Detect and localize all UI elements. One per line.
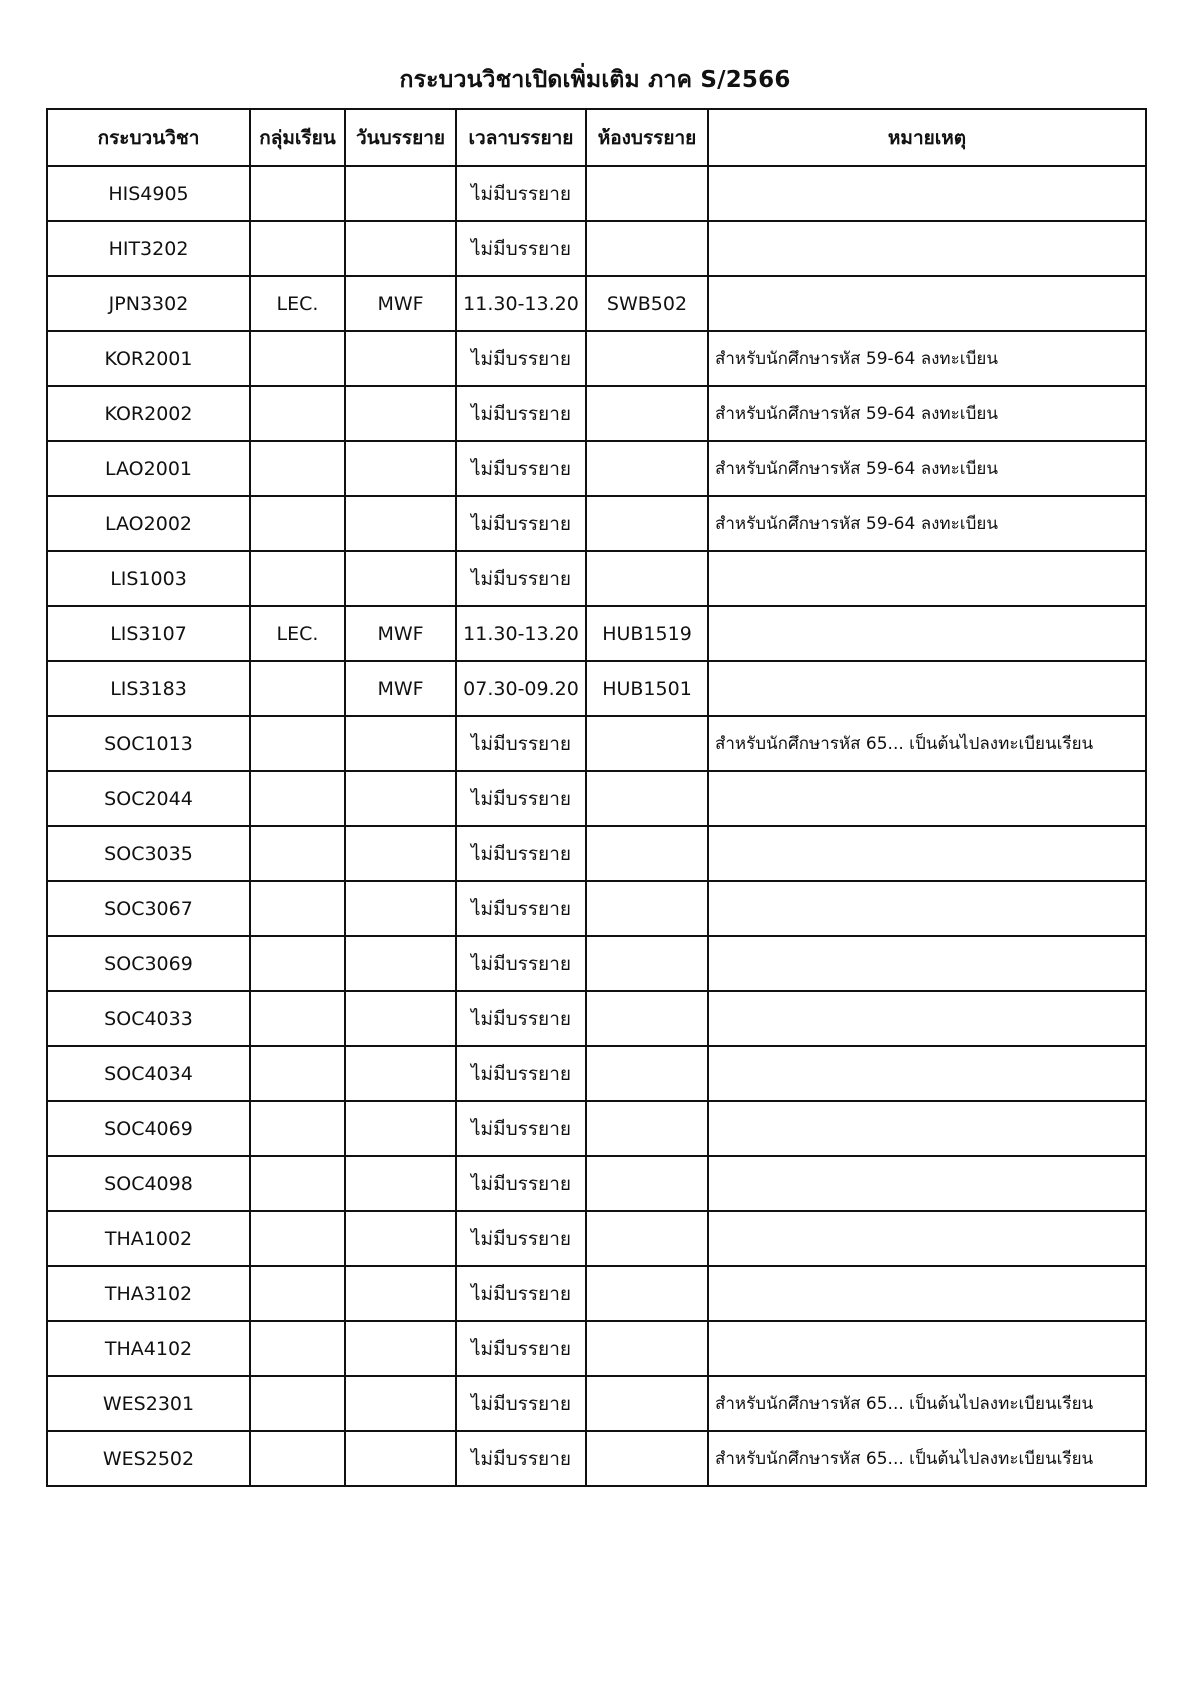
- cell-time: ไม่มีบรรยาย: [456, 386, 586, 441]
- cell-course: THA3102: [47, 1266, 250, 1321]
- cell-day: MWF: [345, 661, 456, 716]
- course-schedule-table: [46, 108, 1147, 1487]
- cell-course: KOR2002: [47, 386, 250, 441]
- cell-room: [586, 1266, 708, 1321]
- cell-note: [708, 221, 1146, 276]
- cell-group: [250, 826, 345, 881]
- cell-day: [345, 386, 456, 441]
- table-row: [47, 276, 1146, 331]
- cell-time: ไม่มีบรรยาย: [456, 771, 586, 826]
- cell-day: [345, 166, 456, 221]
- cell-time: ไม่มีบรรยาย: [456, 1156, 586, 1211]
- cell-group: [250, 1046, 345, 1101]
- cell-time: 07.30-09.20: [456, 661, 586, 716]
- cell-room: [586, 1376, 708, 1431]
- cell-time: ไม่มีบรรยาย: [456, 331, 586, 386]
- table-row: [47, 826, 1146, 881]
- table-row: [47, 386, 1146, 441]
- cell-group: [250, 1266, 345, 1321]
- header-note: หมายเหตุ: [708, 109, 1146, 166]
- header-group: กลุ่มเรียน: [250, 109, 345, 166]
- cell-course: LAO2002: [47, 496, 250, 551]
- cell-group: [250, 441, 345, 496]
- table-row: [47, 1156, 1146, 1211]
- table-row: [47, 331, 1146, 386]
- cell-note: สำหรับนักศึกษารหัส 59-64 ลงทะเบียน: [708, 386, 1146, 441]
- cell-note: สำหรับนักศึกษารหัส 59-64 ลงทะเบียน: [708, 331, 1146, 386]
- cell-group: [250, 1101, 345, 1156]
- cell-group: LEC.: [250, 276, 345, 331]
- cell-course: JPN3302: [47, 276, 250, 331]
- cell-room: [586, 716, 708, 771]
- cell-day: MWF: [345, 276, 456, 331]
- cell-course: LAO2001: [47, 441, 250, 496]
- header-time: เวลาบรรยาย: [456, 109, 586, 166]
- cell-course: SOC4069: [47, 1101, 250, 1156]
- cell-day: [345, 771, 456, 826]
- cell-day: [345, 1321, 456, 1376]
- cell-note: [708, 1211, 1146, 1266]
- cell-group: [250, 936, 345, 991]
- cell-group: [250, 991, 345, 1046]
- cell-time: ไม่มีบรรยาย: [456, 1321, 586, 1376]
- cell-group: [250, 166, 345, 221]
- header-course: กระบวนวิชา: [47, 109, 250, 166]
- cell-time: ไม่มีบรรยาย: [456, 1046, 586, 1101]
- cell-note: [708, 826, 1146, 881]
- cell-time: ไม่มีบรรยาย: [456, 881, 586, 936]
- cell-room: [586, 386, 708, 441]
- cell-room: [586, 1156, 708, 1211]
- cell-note: [708, 1266, 1146, 1321]
- cell-note: สำหรับนักศึกษารหัส 65... เป็นต้นไปลงทะเบียนเรียน: [708, 1431, 1146, 1486]
- cell-course: WES2502: [47, 1431, 250, 1486]
- cell-group: [250, 331, 345, 386]
- cell-time: ไม่มีบรรยาย: [456, 1101, 586, 1156]
- cell-day: [345, 551, 456, 606]
- cell-course: SOC3035: [47, 826, 250, 881]
- header-row: [47, 109, 1146, 166]
- cell-course: KOR2001: [47, 331, 250, 386]
- cell-group: [250, 551, 345, 606]
- table-row: [47, 1101, 1146, 1156]
- cell-time: ไม่มีบรรยาย: [456, 1211, 586, 1266]
- cell-group: [250, 1156, 345, 1211]
- cell-course: SOC4098: [47, 1156, 250, 1211]
- cell-time: ไม่มีบรรยาย: [456, 551, 586, 606]
- cell-day: [345, 936, 456, 991]
- cell-day: [345, 331, 456, 386]
- cell-course: THA4102: [47, 1321, 250, 1376]
- cell-time: ไม่มีบรรยาย: [456, 1376, 586, 1431]
- cell-room: [586, 441, 708, 496]
- cell-time: ไม่มีบรรยาย: [456, 166, 586, 221]
- document-title: กระบวนวิชาเปิดเพิ่มเติม ภาค S/2566: [399, 67, 791, 93]
- table-row: [47, 166, 1146, 221]
- cell-day: [345, 881, 456, 936]
- cell-time: 11.30-13.20: [456, 606, 586, 661]
- cell-note: สำหรับนักศึกษารหัส 59-64 ลงทะเบียน: [708, 441, 1146, 496]
- table-row: [47, 551, 1146, 606]
- table-row: [47, 991, 1146, 1046]
- table-row: [47, 1266, 1146, 1321]
- table-row: [47, 1321, 1146, 1376]
- cell-group: [250, 1431, 345, 1486]
- cell-day: [345, 716, 456, 771]
- cell-room: [586, 1211, 708, 1266]
- cell-room: [586, 551, 708, 606]
- header-day: วันบรรยาย: [345, 109, 456, 166]
- cell-room: [586, 1321, 708, 1376]
- cell-course: SOC4033: [47, 991, 250, 1046]
- cell-room: [586, 1101, 708, 1156]
- cell-course: SOC3069: [47, 936, 250, 991]
- cell-room: [586, 1046, 708, 1101]
- cell-group: [250, 771, 345, 826]
- cell-room: [586, 496, 708, 551]
- cell-day: [345, 1376, 456, 1431]
- cell-course: LIS1003: [47, 551, 250, 606]
- table-row: [47, 441, 1146, 496]
- cell-room: HUB1501: [586, 661, 708, 716]
- cell-course: HIS4905: [47, 166, 250, 221]
- cell-day: [345, 1156, 456, 1211]
- cell-note: [708, 991, 1146, 1046]
- table-row: [47, 496, 1146, 551]
- cell-time: ไม่มีบรรยาย: [456, 1266, 586, 1321]
- cell-course: THA1002: [47, 1211, 250, 1266]
- cell-day: [345, 441, 456, 496]
- cell-room: [586, 826, 708, 881]
- cell-day: [345, 1046, 456, 1101]
- cell-time: ไม่มีบรรยาย: [456, 221, 586, 276]
- table-row: [47, 716, 1146, 771]
- cell-time: 11.30-13.20: [456, 276, 586, 331]
- cell-course: SOC4034: [47, 1046, 250, 1101]
- cell-day: [345, 826, 456, 881]
- cell-day: [345, 1431, 456, 1486]
- cell-day: MWF: [345, 606, 456, 661]
- cell-room: [586, 936, 708, 991]
- cell-note: [708, 936, 1146, 991]
- table-row: [47, 221, 1146, 276]
- cell-note: [708, 1101, 1146, 1156]
- cell-note: สำหรับนักศึกษารหัส 65... เป็นต้นไปลงทะเบียนเรียน: [708, 1376, 1146, 1431]
- cell-course: LIS3107: [47, 606, 250, 661]
- table-row: [47, 1431, 1146, 1486]
- header-room: ห้องบรรยาย: [586, 109, 708, 166]
- cell-day: [345, 221, 456, 276]
- cell-room: [586, 1431, 708, 1486]
- table-row: [47, 661, 1146, 716]
- cell-course: LIS3183: [47, 661, 250, 716]
- cell-room: [586, 771, 708, 826]
- table-row: [47, 1211, 1146, 1266]
- cell-time: ไม่มีบรรยาย: [456, 716, 586, 771]
- cell-note: [708, 606, 1146, 661]
- table-row: [47, 1376, 1146, 1431]
- cell-group: LEC.: [250, 606, 345, 661]
- table-row: [47, 1046, 1146, 1101]
- cell-group: [250, 1211, 345, 1266]
- cell-day: [345, 991, 456, 1046]
- cell-note: [708, 661, 1146, 716]
- cell-note: [708, 1156, 1146, 1211]
- cell-room: SWB502: [586, 276, 708, 331]
- table-row: [47, 771, 1146, 826]
- table-body: [47, 166, 1146, 1486]
- cell-group: [250, 1376, 345, 1431]
- cell-time: ไม่มีบรรยาย: [456, 496, 586, 551]
- cell-time: ไม่มีบรรยาย: [456, 936, 586, 991]
- table-header: [47, 109, 1146, 166]
- cell-course: WES2301: [47, 1376, 250, 1431]
- cell-day: [345, 1101, 456, 1156]
- cell-group: [250, 716, 345, 771]
- cell-time: ไม่มีบรรยาย: [456, 441, 586, 496]
- table-row: [47, 606, 1146, 661]
- cell-note: [708, 1046, 1146, 1101]
- cell-note: [708, 1321, 1146, 1376]
- cell-room: [586, 991, 708, 1046]
- cell-note: [708, 551, 1146, 606]
- cell-day: [345, 496, 456, 551]
- cell-group: [250, 1321, 345, 1376]
- cell-room: HUB1519: [586, 606, 708, 661]
- cell-note: [708, 276, 1146, 331]
- cell-group: [250, 881, 345, 936]
- cell-group: [250, 661, 345, 716]
- cell-day: [345, 1266, 456, 1321]
- cell-time: ไม่มีบรรยาย: [456, 826, 586, 881]
- table-row: [47, 881, 1146, 936]
- cell-room: [586, 221, 708, 276]
- cell-room: [586, 166, 708, 221]
- cell-note: สำหรับนักศึกษารหัส 59-64 ลงทะเบียน: [708, 496, 1146, 551]
- cell-time: ไม่มีบรรยาย: [456, 991, 586, 1046]
- cell-note: สำหรับนักศึกษารหัส 65... เป็นต้นไปลงทะเบียนเรียน: [708, 716, 1146, 771]
- cell-group: [250, 496, 345, 551]
- cell-note: [708, 881, 1146, 936]
- cell-course: HIT3202: [47, 221, 250, 276]
- cell-room: [586, 331, 708, 386]
- cell-room: [586, 881, 708, 936]
- cell-course: SOC3067: [47, 881, 250, 936]
- cell-course: SOC1013: [47, 716, 250, 771]
- cell-time: ไม่มีบรรยาย: [456, 1431, 586, 1486]
- cell-group: [250, 221, 345, 276]
- cell-course: SOC2044: [47, 771, 250, 826]
- cell-note: [708, 771, 1146, 826]
- cell-note: [708, 166, 1146, 221]
- cell-day: [345, 1211, 456, 1266]
- table-row: [47, 936, 1146, 991]
- cell-group: [250, 386, 345, 441]
